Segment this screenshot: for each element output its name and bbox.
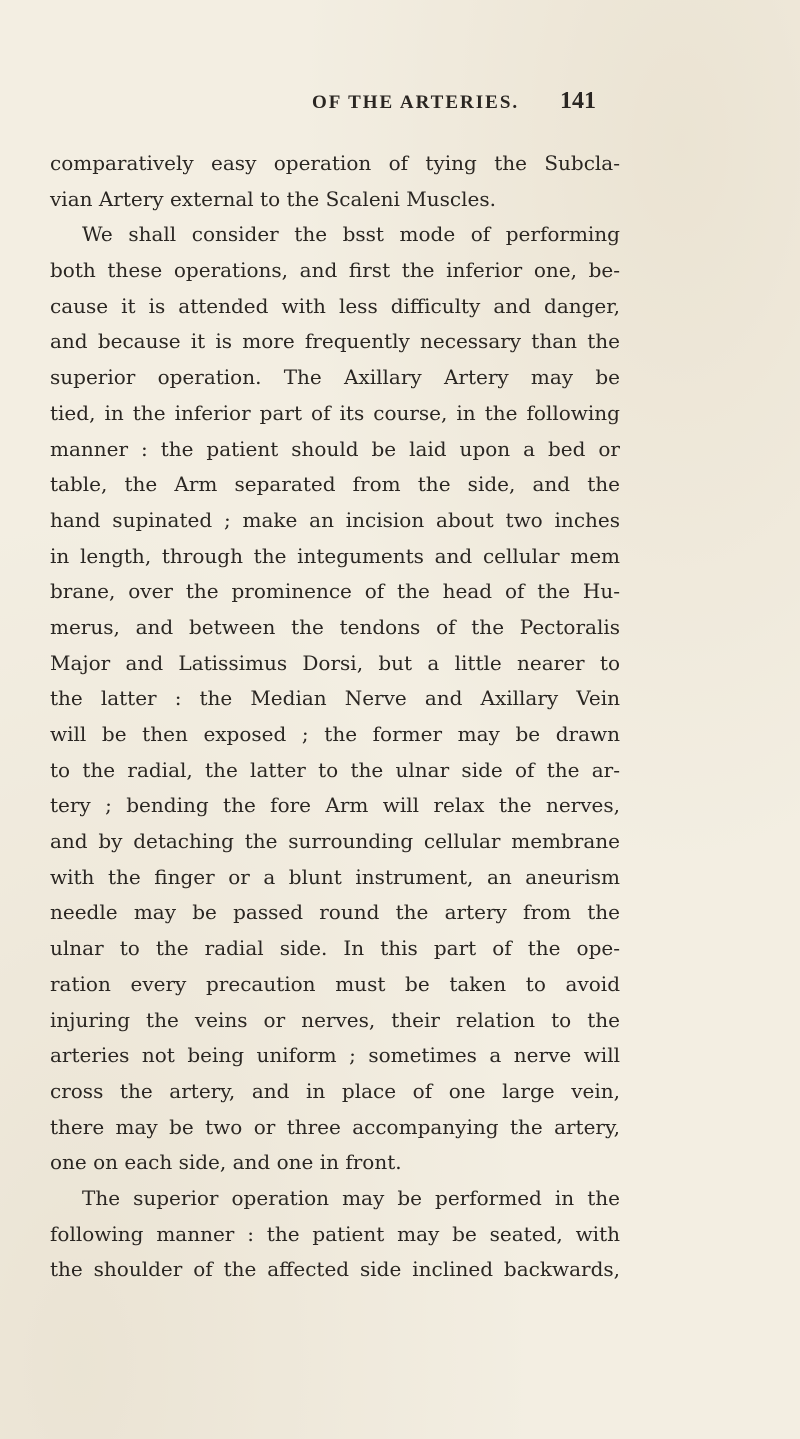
text-line: cross the artery, and in place of one large vein, <box>50 1078 620 1103</box>
text-line: there may be two or three accompanying the artery, <box>50 1114 620 1139</box>
text-line: in length, through the integuments and cellular mem <box>50 543 620 568</box>
text-line: vian Artery external to the Scaleni Muscles. <box>50 186 496 211</box>
text-line: The superior operation may be performed in the <box>82 1185 620 1210</box>
page-number: 141 <box>560 88 596 114</box>
text-line: needle may be passed round the artery from the <box>50 900 620 925</box>
text-line: hand supinated ; make an incision about two inches <box>50 507 620 532</box>
running-head-title: OF THE ARTERIES. <box>312 92 520 113</box>
text-line: and because it is more frequently necessary than the <box>50 329 620 354</box>
running-head <box>0 88 800 122</box>
text-line: Major and Latissimus Dorsi, but a little nearer to <box>50 650 620 675</box>
text-line: arteries not being uniform ; sometimes a nerve will <box>50 1043 620 1068</box>
text-line: with the finger or a blunt instrument, an aneurism <box>50 864 620 889</box>
text-line: one on each side, and one in front. <box>50 1150 402 1175</box>
text-line: and by detaching the surrounding cellular membrane <box>50 829 620 854</box>
text-line: comparatively easy operation of tying the Subcla- <box>50 151 620 175</box>
text-line: following manner : the patient may be seated, with <box>50 1221 620 1246</box>
text-line: the shoulder of the affected side inclined backwards, <box>50 1257 620 1282</box>
text-line: will be then exposed ; the former may be drawn <box>50 722 620 746</box>
text-line: table, the Arm separated from the side, and the <box>50 472 620 497</box>
text-line: tied, in the inferior part of its course, in the following <box>50 400 620 425</box>
text-line: superior operation. The Axillary Artery may be <box>50 365 620 390</box>
text-line: the latter : the Median Nerve and Axillary Vein <box>50 686 620 711</box>
text-line: tery ; bending the fore Arm will relax the nerves, <box>50 793 620 818</box>
text-line: cause it is attended with less difficulty and danger, <box>50 293 620 318</box>
text-line: brane, over the prominence of the head of the Hu- <box>50 579 620 604</box>
text-line: ration every precaution must be taken to avoid <box>50 971 620 996</box>
text-line: merus, and between the tendons of the Pectoralis <box>50 614 620 639</box>
text-line: injuring the veins or nerves, their relation to the <box>50 1007 620 1032</box>
text-line: We shall consider the bsst mode of performing <box>82 222 620 247</box>
text-line: to the radial, the latter to the ulnar side of the ar- <box>50 757 620 782</box>
text-line: manner : the patient should be laid upon a bed or <box>50 436 620 461</box>
text-line: both these operations, and first the inferior one, be- <box>50 258 620 283</box>
text-line: ulnar to the radial side. In this part of the ope- <box>50 936 620 961</box>
body-text <box>50 146 620 1288</box>
